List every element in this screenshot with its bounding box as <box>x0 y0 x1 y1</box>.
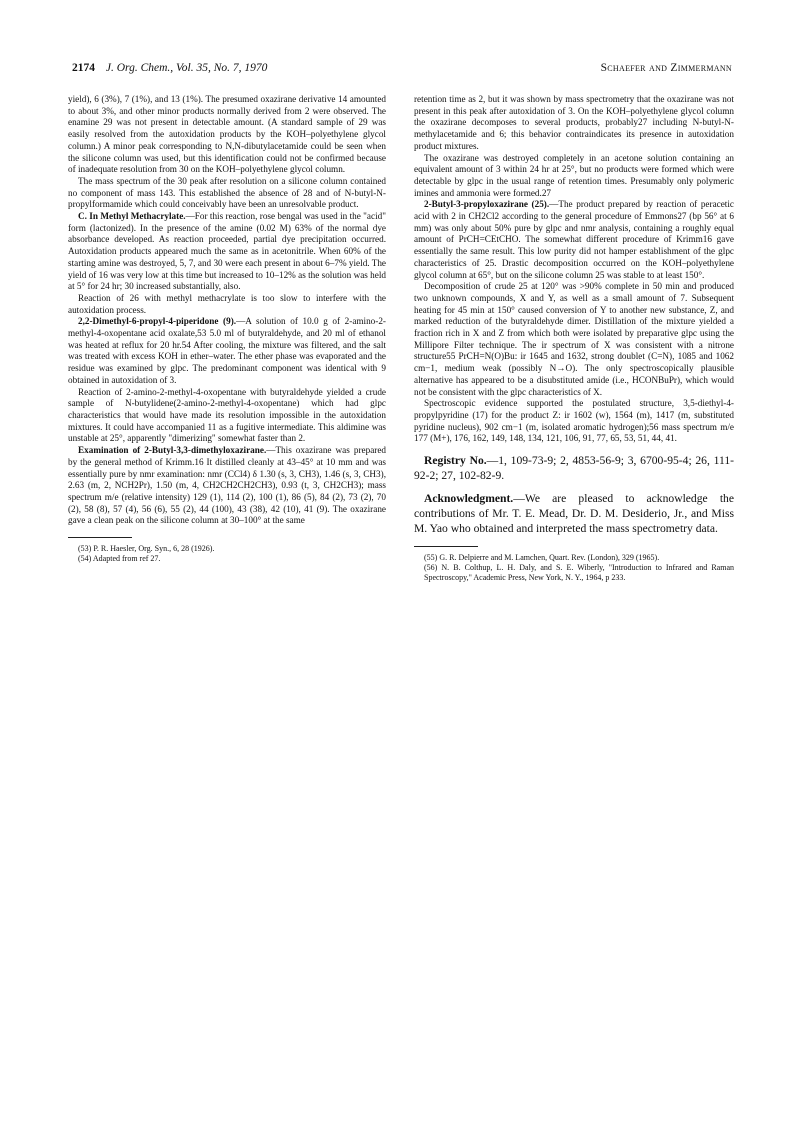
section-text: —This oxazirane was prepared by the general method of Krimm.16 It distilled cleanly at 43–45° at 10 mm and was essentially pure by nmr examination: nmr (CCl4) δ 1.30 (s, 3, CH3), 1.46 (s, 3, CH3), 2.63 (m, 2, NCH2Pr), 1.50 (m, 4, CH2CH2CH2CH3), 0.93 (t, 3, CH2CH3); mass spectrum m/e (relative intensity) 129 (1), 114 (2), 100 (1), 86 (5), 84 (2), 73 (2), 70 (2), 58 (8), 57 (4), 56 (6), 55 (2), 44 (100), 43 (38), 42 (10), 41 (9). The oxazirane gave a clean peak on the silicone column at 30–100° at the same <box>68 445 387 526</box>
page-number: 2174 <box>72 62 95 74</box>
acknowledgment-text: —We are pleased to acknowledge the contributions of Mr. T. E. Mead, Dr. D. M. Desiderio, Jr., and Miss M. Yao who obtained and interpreted the mass spectrometry data. <box>414 492 734 536</box>
footnote: (55) G. R. Delpierre and M. Lamchen, Quart. Rev. (London), 329 (1965). <box>424 553 660 563</box>
footnote: (53) P. R. Haesler, Org. Syn., 6, 28 (1926). <box>78 544 215 554</box>
footnote: (54) Adapted from ref 27. <box>78 554 161 564</box>
left-column <box>68 94 386 564</box>
section-text: —A solution of 10.0 g of 2-amino-2-methyl-4-oxopentane acid oxalate,53 5.0 ml of butyraldehyde, and 20 ml of ethanol was heated at reflux for 20 hr.54 After cooling, the mixture was filtered, and the salt was treated with excess KOH in ether–water. The ether phase was evaporated and the residue was examined by glpc. The predominant component was identical with 9 obtained in autoxidation of 3. <box>68 316 386 385</box>
section-text: —The product prepared by reaction of peracetic acid with 2 in CH2Cl2 according to the general procedure of Emmons27 (bp 56° at 6 mm) was only about 50% pure by glpc and nmr analysis, containing a roughly equal amount of PrCH=CEtCHO. The somewhat different procedure of Krimm16 gave essentially the same result. This low purity did not hamper establishment of the glpc characteristics of 25. Drastic decomposition occurred on the KOH–polyethylene glycol column at 65°, but on the silicone column 25 was stable to at least 150°. <box>414 199 734 280</box>
footnote-divider <box>414 546 478 547</box>
journal-citation: J. Org. Chem., Vol. 35, No. 7, 1970 <box>105 62 268 74</box>
registry-numbers <box>414 453 734 483</box>
section-paragraph <box>68 211 386 293</box>
section-heading: C. In Methyl Methacrylate. <box>78 211 186 222</box>
header-left <box>72 62 267 74</box>
running-authors: Schaefer and Zimmermann <box>600 62 732 74</box>
registry-heading: Registry No. <box>424 454 487 468</box>
right-column <box>414 94 734 583</box>
section-heading: Examination of 2-Butyl-3,3-dimethyloxazirane. <box>78 445 267 456</box>
section-paragraph <box>68 445 386 527</box>
section-paragraph <box>68 316 386 386</box>
paragraph: Reaction of 26 with methyl methacrylate is too slow to interfere with the autoxidation process. <box>68 292 386 315</box>
paragraph: The mass spectrum of the 30 peak after resolution on a silicone column contained no component of mass 143. This established the absence of 28 and of N-butyl-N-propylformamide which could conceivably have been an unresolvable product. <box>68 175 386 210</box>
footnote: (56) N. B. Colthup, L. H. Daly, and S. E. Wiberly, "Introduction to Infrared and Raman Spectroscopy," Academic Press, New York, N. Y., 1964, p 233. <box>424 563 734 583</box>
paragraph: yield), 6 (3%), 7 (1%), and 13 (1%). The presumed oxazirane derivative 14 amounted to about 3%, and other minor products normally derived from 2 were observed. The enamine 29 was not present in detectable amount. (A standard sample of 29 was easily resolved from the autoxidation products by the KOH–polyethylene glycol column.) A minor peak corresponding to N,N-dibutylacetamide could be seen when the silicone column was used, but this identification could not be confirmed because of inadequate resolution from 30 on the KOH–polyethylene glycol column. <box>68 94 386 175</box>
acknowledgment-heading: Acknowledgment. <box>424 492 514 506</box>
section-paragraph <box>414 199 734 281</box>
section-text: —For this reaction, rose bengal was used in the "acid" form (lactonized). In the presence of the amine (0.02 M) 63% of the normal dye absorbance developed. As reaction proceeded, partial dye precipitation occurred. Autoxidation products appeared much the same as in acetonitrile. When 60% of the starting amine was destroyed, 5, 7, and 30 were each present in about 6–7% yield. The yield of 16 was very low at this time but increased to 10–12% as the solution was held at 5° for 24 hr; 30 increased substantially, also. <box>68 211 386 292</box>
paragraph: Decomposition of crude 25 at 120° was >90% complete in 50 min and produced two unknown compounds, X and Y, as well as a small amount of 7. Subsequent heating for 45 min at 150° caused conversion of Y to another new substance, Z, and marked reduction of the butyraldehyde dimer. Distillation of the mixture yielded a fraction rich in X and Z from which both were isolated by preparative glpc using the Millipore Filter technique. The ir spectrum of X was consistent with a nitrone structure55 PrCH=N(O)Bu: ir 1645 and 1632, strong doublet (C=N), 1085 and 1062 cm−1, medium weak (possibly N→O). The only spectroscopically plausible alternative has appeared to be a disubstituted amide (i.e., HCONBuPr), which would not be consistent with the glpc characteristics of X. <box>414 281 734 397</box>
section-heading: 2-Butyl-3-propyloxazirane (25). <box>424 199 550 210</box>
acknowledgment <box>414 491 734 536</box>
section-heading: 2,2-Dimethyl-6-propyl-4-piperidone (9). <box>78 316 237 327</box>
registry-text: —1, 109-73-9; 2, 4853-56-9; 3, 6700-95-4; 26, 111-92-2; 27, 102-82-9. <box>414 454 734 483</box>
paragraph: retention time as 2, but it was shown by mass spectrometry that the oxazirane was not present in this peak after autoxidation of 3. On the KOH–polyethylene glycol column the oxazirane decomposes to several products, probably27 including N-butyl-N-methylacetamide and 6; this behavior contraindicates its presence in autoxidation product mixtures. <box>414 94 734 151</box>
paragraph: The oxazirane was destroyed completely in an acetone solution containing an equivalent amount of 3 within 24 hr at 25°, but no products were formed which were detectable by glpc in the usual range of retention times. Presumably only polymeric imines and ammonia were formed.27 <box>414 152 734 198</box>
paragraph: Spectroscopic evidence supported the postulated structure, 3,5-diethyl-4-propylpyridine (17) for the product Z: ir 1602 (w), 1564 (m), 1417 (m, substituted pyridine nucleus), 902 cm−1 (m, isolated aromatic hydrogen);56 mass spectrum m/e 177 (M+), 176, 162, 149, 148, 134, 121, 106, 91, 77, 65, 53, 51, 44, 41. <box>414 398 734 444</box>
footnote-divider <box>68 537 132 538</box>
paragraph: Reaction of 2-amino-2-methyl-4-oxopentane with butyraldehyde yielded a crude sample of N-butylidene(2-amino-2-methyl-4-oxopentane) which had glpc characteristics that would have made its resolution impossible in the autoxidation mixtures. It could have accompanied 11 as a fugitive intermediate. This aldimine was unstable at 25°, apparently "dimerizing" somewhat faster than 2. <box>68 386 386 444</box>
